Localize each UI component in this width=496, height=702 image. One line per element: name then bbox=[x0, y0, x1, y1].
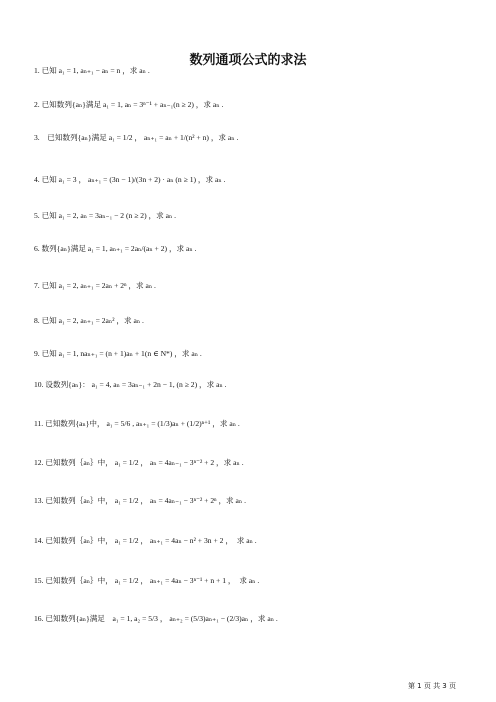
page-number: 第 1 页 共 3 页 bbox=[407, 682, 456, 690]
problem-11: 11. 已知数列{aₙ}中， a₁ = 5/6 , aₙ₊₁ = (1/3)aₙ + (1/2)ⁿ⁺¹ ，求 aₙ . bbox=[34, 419, 240, 428]
problem-15: 15. 已知数列｛aₙ｝中， a₁ = 1/2 ， aₙ₊₁ = 4aₙ − 3ⁿ⁻¹ + n + 1 ， 求 aₙ . bbox=[34, 576, 260, 585]
problem-9: 9. 已知 a₁ = 1, naₙ₊₁ = (n + 1)aₙ + 1(n ∈ N*) ，求 aₙ . bbox=[34, 349, 202, 358]
problem-8: 8. 已知 a₁ = 2, aₙ₊₁ = 2aₙ² ，求 aₙ . bbox=[34, 316, 144, 325]
problem-6: 6. 数列{aₙ}满足 a₁ = 1, aₙ₊₁ = 2aₙ/(aₙ + 2) ，求 aₙ . bbox=[34, 244, 197, 253]
problem-7: 7. 已知 a₁ = 2, aₙ₊₁ = 2aₙ + 2ⁿ ，求 aₙ . bbox=[34, 281, 156, 290]
problem-5: 5. 已知 a₁ = 2, aₙ = 3aₙ₋₁ − 2 (n ≥ 2) ，求 aₙ . bbox=[34, 211, 177, 220]
problem-16: 16. 已知数列{aₙ}满足 a₁ = 1, a₂ = 5/3 ， aₙ₊₂ = (5/3)aₙ₊₁ − (2/3)aₙ ，求 aₙ . bbox=[34, 614, 278, 623]
problem-4: 4. 已知 a₁ = 3 ， aₙ₊₁ = (3n − 1)/(3n + 2) · aₙ (n ≥ 1) ，求 aₙ . bbox=[34, 175, 226, 184]
problem-13: 13. 已知数列｛aₙ｝中， a₁ = 1/2 ， aₙ = 4aₙ₋₁ − 3ⁿ⁻² + 2ⁿ ，求 aₙ . bbox=[34, 496, 246, 505]
problem-3: 3. 已知数列{aₙ}满足 a₁ = 1/2 ， aₙ₊₁ = aₙ + 1/(n² + n) ，求 aₙ . bbox=[34, 133, 239, 142]
problem-14: 14. 已知数列｛aₙ｝中， a₁ = 1/2 ， aₙ₊₁ = 4aₙ − n² + 3n + 2 ， 求 aₙ . bbox=[34, 536, 257, 545]
problem-1: 1. 已知 a₁ = 1, aₙ₊₁ − aₙ = n ，求 aₙ . bbox=[34, 66, 150, 75]
page-title: 数列通项公式的求法 bbox=[189, 53, 307, 68]
problem-2: 2. 已知数列{aₙ}满足 a₁ = 1, aₙ = 3ⁿ⁻¹ + aₙ₋₁(n ≥ 2) ，求 aₙ . bbox=[34, 100, 224, 109]
problem-12: 12. 已知数列｛aₙ｝中， a₁ = 1/2 ， aₙ = 4aₙ₋₁ − 3ⁿ⁻² + 2 ，求 aₙ . bbox=[34, 458, 244, 467]
page-footer bbox=[0, 681, 496, 691]
problem-10: 10. 设数列{aₙ}： a₁ = 4, aₙ = 3aₙ₋₁ + 2n − 1, (n ≥ 2) ，求 aₙ . bbox=[34, 380, 227, 389]
